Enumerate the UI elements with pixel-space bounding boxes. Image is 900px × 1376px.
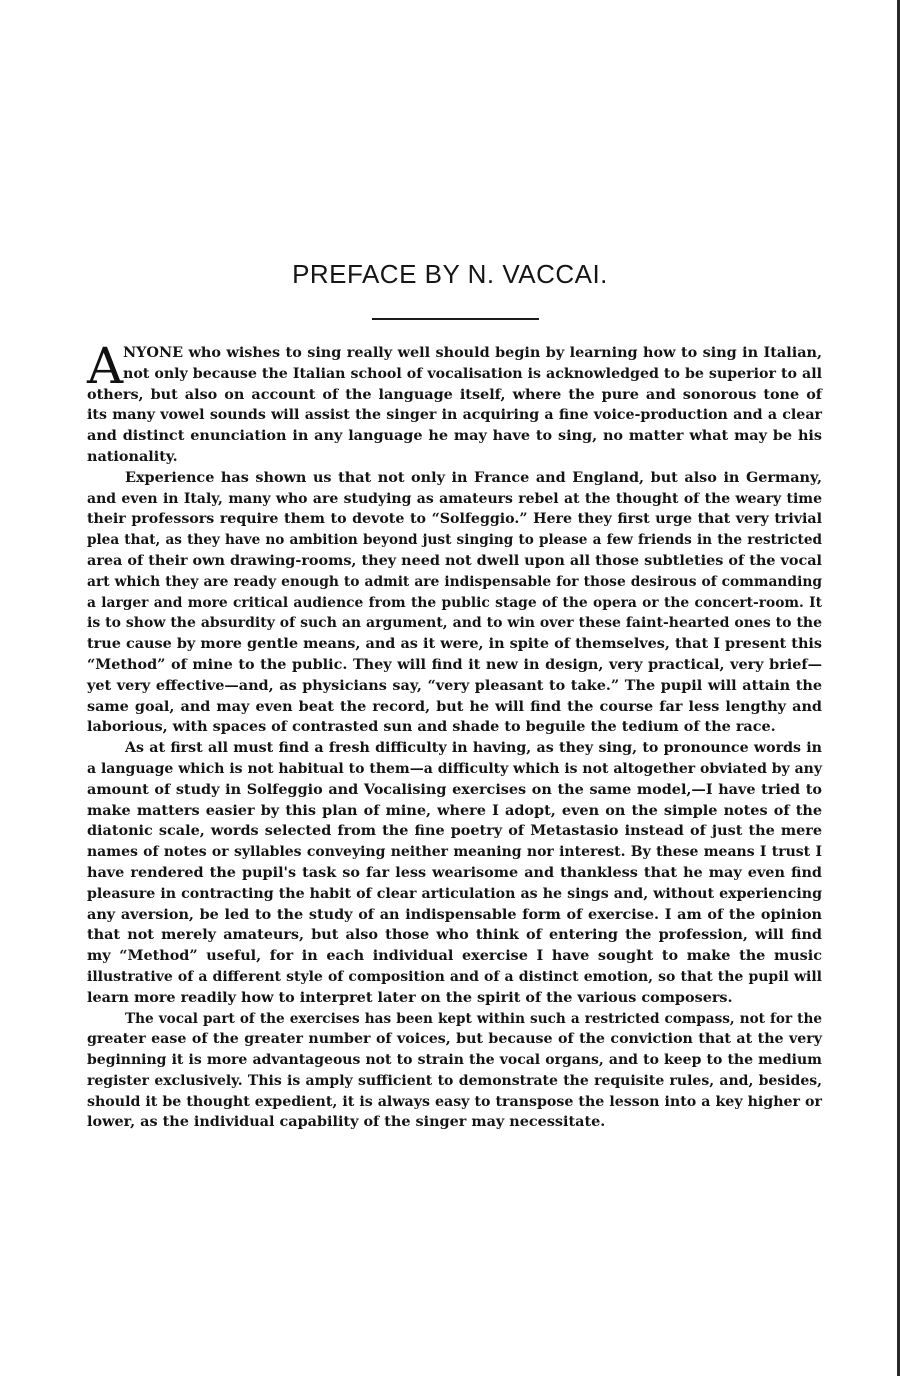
text-line: pleasure in contracting the habit of clear articulation as he sings and, without experiencing — [87, 885, 822, 902]
text-line: The vocal part of the exercises has been kept within such a restricted compass, not for the — [125, 1010, 822, 1027]
text-line: yet very effective—and, as physicians say, “very pleasant to take.” The pupil will attain the — [87, 676, 822, 694]
text-line: their professors require them to devote to “Solfeggio.” Here they first urge that very trivial — [87, 511, 822, 528]
drop-cap: A — [87, 337, 124, 395]
text-line: its many vowel sounds will assist the singer in acquiring a fine voice-production and a clear — [87, 407, 822, 424]
preface-body — [87, 337, 822, 1133]
text-line: illustrative of a different style of composition and of a distinct emotion, so that the pupil will — [87, 968, 822, 985]
text-line: NYONE who wishes to sing really well should begin by learning how to sing in Italian, — [123, 344, 822, 361]
text-line: plea that, as they have no ambition beyond just singing to please a few friends in the restricted — [87, 532, 822, 549]
text-line: any aversion, be led to the study of an indispensable form of exercise. I am of the opinion — [87, 905, 822, 923]
text-line: nationality. — [87, 447, 178, 465]
text-line: lower, as the individual capability of the singer may necessitate. — [87, 1113, 606, 1131]
text-line: my “Method” useful, for in each individual exercise I have sought to make the music — [87, 947, 822, 965]
text-line: same goal, and may even beat the record, but he will find the course far less lengthy and — [87, 697, 822, 715]
paragraph — [87, 738, 822, 1008]
text-line: register exclusively. This is amply sufficient to demonstrate the requisite rules, and, besides, — [87, 1072, 822, 1089]
text-line: diatonic scale, words selected from the fine poetry of Metastasio instead of just the mere — [87, 822, 822, 840]
paragraph — [87, 337, 822, 468]
text-line: amount of study in Solfeggio and Vocalising exercises on the same model,—I have tried to — [87, 780, 822, 798]
text-line: have rendered the pupil's task so far less wearisome and thankless that he may even find — [87, 863, 822, 881]
text-line: true cause by more gentle means, and as it were, in spite of themselves, that I present this — [87, 635, 822, 653]
text-line: Experience has shown us that not only in France and England, but also in Germany, — [125, 468, 822, 486]
text-line: beginning it is more advantageous not to strain the vocal organs, and to keep to the medium — [87, 1052, 822, 1069]
text-line: As at first all must find a fresh difficulty in having, as they sing, to pronounce words in — [125, 740, 822, 757]
text-line: art which they are ready enough to admit are indispensable for those desirous of commanding — [87, 573, 822, 590]
text-line: a larger and more critical audience from the public stage of the opera or the concert-room. It — [87, 594, 822, 611]
paragraph — [87, 468, 822, 738]
text-line: laborious, with spaces of contrasted sun and shade to beguile the tedium of the race. — [87, 718, 776, 736]
text-line: not only because the Italian school of vocalisation is acknowledged to be superior to all — [123, 365, 822, 382]
text-line: names of notes or syllables conveying neither meaning nor interest. By these means I trust I — [87, 844, 822, 861]
text-line: and distinct enunciation in any language he may have to sing, no matter what may be his — [87, 427, 822, 445]
text-line: others, but also on account of the language itself, where the pure and sonorous tone of — [87, 385, 822, 403]
text-line: greater ease of the greater number of voices, but because of the conviction that at the very — [87, 1031, 822, 1048]
text-line: area of their own drawing-rooms, they need not dwell upon all those subtleties of the vocal — [87, 551, 822, 569]
text-line: and even in Italy, many who are studying as amateurs rebel at the thought of the weary time — [87, 490, 822, 507]
text-line: that not merely amateurs, but also those who think of entering the profession, will find — [87, 926, 822, 944]
title-rule — [372, 318, 539, 320]
paragraph — [87, 1009, 822, 1134]
page-title: PREFACE BY N. VACCAI. — [292, 259, 608, 289]
text-line: a language which is not habitual to them—a difficulty which is not altogether obviated by any — [87, 760, 822, 777]
text-line: learn more readily how to interpret later on the spirit of the various composers. — [87, 988, 733, 1006]
text-line: make matters easier by this plan of mine, where I adopt, even on the simple notes of the — [87, 801, 822, 819]
text-line: “Method” of mine to the public. They will find it new in design, very practical, very brief— — [87, 655, 822, 673]
text-line: is to show the absurdity of such an argument, and to win over these faint-hearted ones to the — [87, 615, 822, 632]
text-line: should it be thought expedient, it is always easy to transpose the lesson into a key higher or — [87, 1093, 822, 1110]
